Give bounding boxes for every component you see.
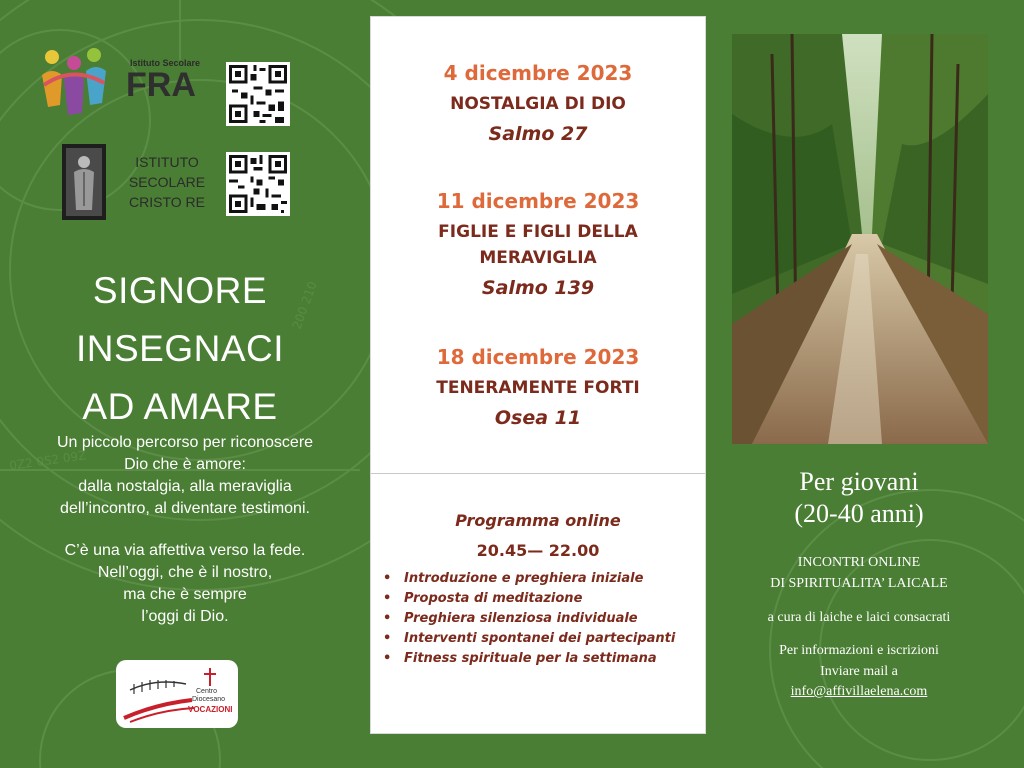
info-line: Per informazioni e iscrizioni — [779, 643, 939, 658]
intro-line: Dio che è amore: — [124, 456, 246, 473]
organizers-text: a cura di laiche e laici consacrati — [767, 610, 951, 625]
info-line: Inviare mail a — [820, 664, 898, 679]
program-item: • Fitness spirituale per la settimana — [383, 649, 699, 668]
event-reference: Salmo 27 — [488, 123, 588, 145]
cdv-line-3: VOCAZIONI — [188, 705, 233, 714]
cdv-logo — [116, 660, 238, 728]
title-line: AD AMARE — [82, 386, 278, 427]
intro-line: dell’incontro, al diventare testimoni. — [60, 500, 310, 517]
program-time: 20.45— 22.00 — [476, 541, 600, 560]
incontri-line: DI SPIRITUALITA’ LAICALE — [770, 576, 948, 591]
qr-code-icon-fra — [226, 62, 290, 126]
event-date: 4 dicembre 2023 — [443, 61, 633, 85]
program-item: • Preghiera silenziosa individuale — [383, 609, 699, 628]
contact-email-link[interactable]: info@affivillaelena.com — [790, 684, 928, 699]
program-list — [383, 569, 699, 669]
program-item: • Proposta di meditazione — [383, 589, 699, 608]
program-item: • Introduzione e preghiera iniziale — [383, 569, 699, 588]
target-line: Per giovani — [799, 467, 919, 496]
target-line: (20-40 anni) — [794, 499, 924, 528]
event-1 — [371, 61, 705, 145]
event-3 — [371, 345, 705, 429]
faith-line: ma che è sempre — [123, 586, 247, 603]
cristo-re-text — [122, 152, 212, 212]
fra-title: FRA — [126, 66, 196, 104]
program-panel — [370, 16, 706, 734]
incontri-line: INCONTRI ONLINE — [797, 555, 921, 570]
qr-code-icon-cristo-re — [226, 152, 290, 216]
cdv-line-2: Diocesano — [192, 696, 226, 703]
main-title — [20, 262, 340, 436]
panel-divider — [371, 473, 705, 474]
svg-text:0Z2 0S2 09Z: 0Z2 0S2 09Z — [8, 448, 88, 473]
intro-line: Un piccolo percorso per riconoscere — [56, 434, 314, 451]
faith-line: l’oggi di Dio. — [141, 608, 229, 625]
event-date: 18 dicembre 2023 — [436, 345, 640, 369]
event-date: 11 dicembre 2023 — [436, 189, 640, 213]
faith-paragraph — [18, 540, 352, 628]
incontri-heading — [724, 552, 994, 594]
info-text — [724, 640, 994, 682]
title-line: SIGNORE — [92, 270, 268, 311]
event-title: NOSTALGIA DI DIO — [450, 94, 626, 114]
event-title: FIGLIE E FIGLI DELLA — [438, 222, 638, 242]
event-title: MERAVIGLIA — [479, 248, 597, 268]
target-audience — [724, 466, 994, 530]
cristo-line: ISTITUTO — [135, 154, 199, 170]
title-line: INSEGNACI — [75, 328, 285, 369]
program-item: • Interventi spontanei dei partecipanti — [383, 629, 699, 648]
cristo-re-logo-icon — [62, 144, 106, 220]
event-reference: Osea 11 — [494, 407, 582, 429]
cristo-line: SECOLARE — [128, 174, 206, 190]
faith-line: C’è una via affettiva verso la fede. — [64, 542, 306, 559]
event-2 — [371, 189, 705, 299]
event-title: TENERAMENTE FORTI — [436, 378, 640, 398]
intro-line: dalla nostalgia, alla meraviglia — [78, 478, 292, 495]
fra-subtitle: Istituto Secolare — [130, 58, 201, 68]
fra-logo-icon — [38, 45, 108, 120]
cdv-line-1: Centro — [196, 688, 218, 695]
cristo-line: CRISTO RE — [129, 194, 205, 210]
event-reference: Salmo 139 — [481, 277, 595, 299]
intro-paragraph — [18, 432, 352, 520]
svg-text:200 210: 200 210 — [289, 279, 320, 332]
program-title: Programma online — [455, 511, 621, 530]
tree-path-photo — [732, 34, 988, 444]
faith-line: Nell’oggi, che è il nostro, — [97, 564, 273, 581]
cdv-logo-icon — [116, 660, 238, 728]
